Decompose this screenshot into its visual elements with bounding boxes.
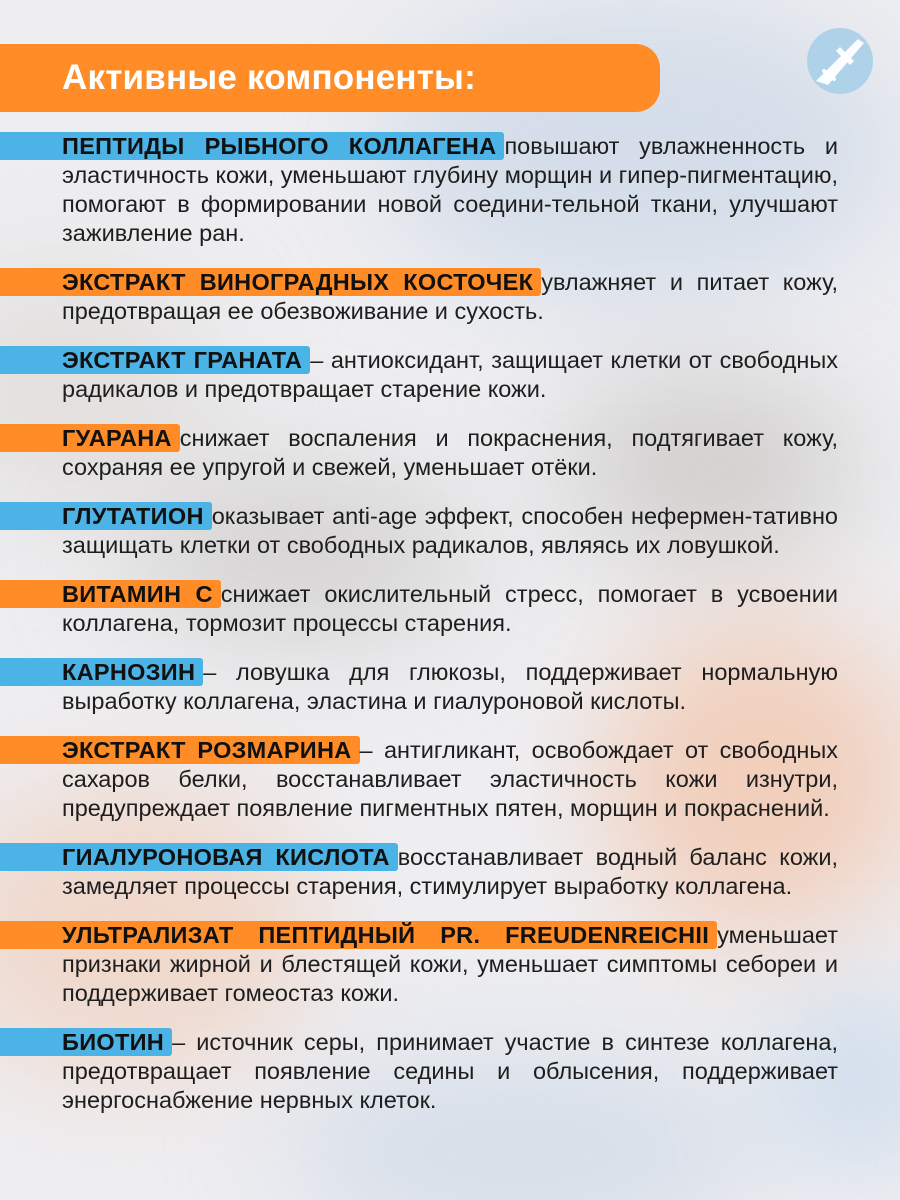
item-paragraph <box>0 268 900 326</box>
component-description: уменьшает признаки жирной и блестящей кожи, уменьшает симптомы себореи и поддерживает гомеостаз кожи. <box>62 922 838 1006</box>
component-name: ГИАЛУРОНОВАЯ КИСЛОТА <box>62 844 390 870</box>
item-paragraph <box>0 132 900 248</box>
component-description: снижает воспаления и покраснения, подтягивает кожу, сохраняя ее упругой и свежей, уменьшает отёки. <box>62 425 838 480</box>
item-paragraph <box>0 658 900 716</box>
component-name: ЭКСТРАКТ РОЗМАРИНА <box>62 737 352 763</box>
component-name: КАРНОЗИН <box>62 659 196 685</box>
component-name: ГУАРАНА <box>62 425 172 451</box>
item-paragraph <box>0 424 900 482</box>
component-name: ВИТАМИН С <box>62 581 213 607</box>
list-item <box>0 658 900 716</box>
list-item <box>0 346 900 404</box>
component-description: – ловушка для глюкозы, поддерживает нормальную выработку коллагена, эластина и гиалуроновой кислоты. <box>62 659 838 714</box>
component-name: БИОТИН <box>62 1029 165 1055</box>
item-paragraph <box>0 580 900 638</box>
component-description: – антигликант, освобождает от свободных сахаров белки, восстанавливает эластичность кожи изнутри, предупреждает появление пигментных пятен, морщин и покраснений. <box>62 737 838 821</box>
list-item <box>0 580 900 638</box>
list-item <box>0 502 900 560</box>
item-paragraph <box>0 843 900 901</box>
component-description: оказывает anti-age эффект, способен нефермен-тативно защищать клетки от свободных радикалов, являясь их ловушкой. <box>62 503 838 558</box>
item-paragraph <box>0 502 900 560</box>
page-title: Активные компоненты: <box>62 58 477 97</box>
component-name: ЭКСТРАКТ ГРАНАТА <box>62 347 303 373</box>
component-name: ГЛУТАТИОН <box>62 503 204 529</box>
item-paragraph <box>0 346 900 404</box>
list-item <box>0 1028 900 1115</box>
list-item <box>0 132 900 248</box>
component-description: – источник серы, принимает участие в синтезе коллагена, предотвращает появление седины и облысения, поддерживает энергоснабжение нервных клеток. <box>62 1029 838 1113</box>
components-list <box>0 132 900 1135</box>
header-banner <box>0 44 660 112</box>
list-item <box>0 921 900 1008</box>
component-description: – антиоксидант, защищает клетки от свободных радикалов и предотвращает старение кожи. <box>62 347 839 402</box>
component-description: повышают увлажненность и эластичность кожи, уменьшают глубину морщин и гипер-пигментацию, помогают в формировании новой соедини-тельной ткани, улучшают заживление ран. <box>62 133 838 246</box>
component-name: ЭКСТРАКТ ВИНОГРАДНЫХ КОСТОЧЕК <box>62 269 534 295</box>
list-item <box>0 736 900 823</box>
list-item <box>0 424 900 482</box>
item-paragraph <box>0 1028 900 1115</box>
item-paragraph <box>0 736 900 823</box>
component-name: УЛЬТРАЛИЗАТ ПЕПТИДНЫЙ PR. FREUDENREICHII <box>62 922 710 948</box>
component-description: восстанавливает водный баланс кожи, замедляет процессы старения, стимулирует выработку коллагена. <box>62 844 838 899</box>
component-name: ПЕПТИДЫ РЫБНОГО КОЛЛАГЕНА <box>62 133 497 159</box>
airplane-logo-icon <box>806 27 874 95</box>
list-item <box>0 268 900 326</box>
component-description: снижает окислительный стресс, помогает в усвоении коллагена, тормозит процессы старения. <box>62 581 838 636</box>
list-item <box>0 843 900 901</box>
item-paragraph <box>0 921 900 1008</box>
component-description: увлажняет и питает кожу, предотвращая ее обезвоживание и сухость. <box>62 269 839 324</box>
